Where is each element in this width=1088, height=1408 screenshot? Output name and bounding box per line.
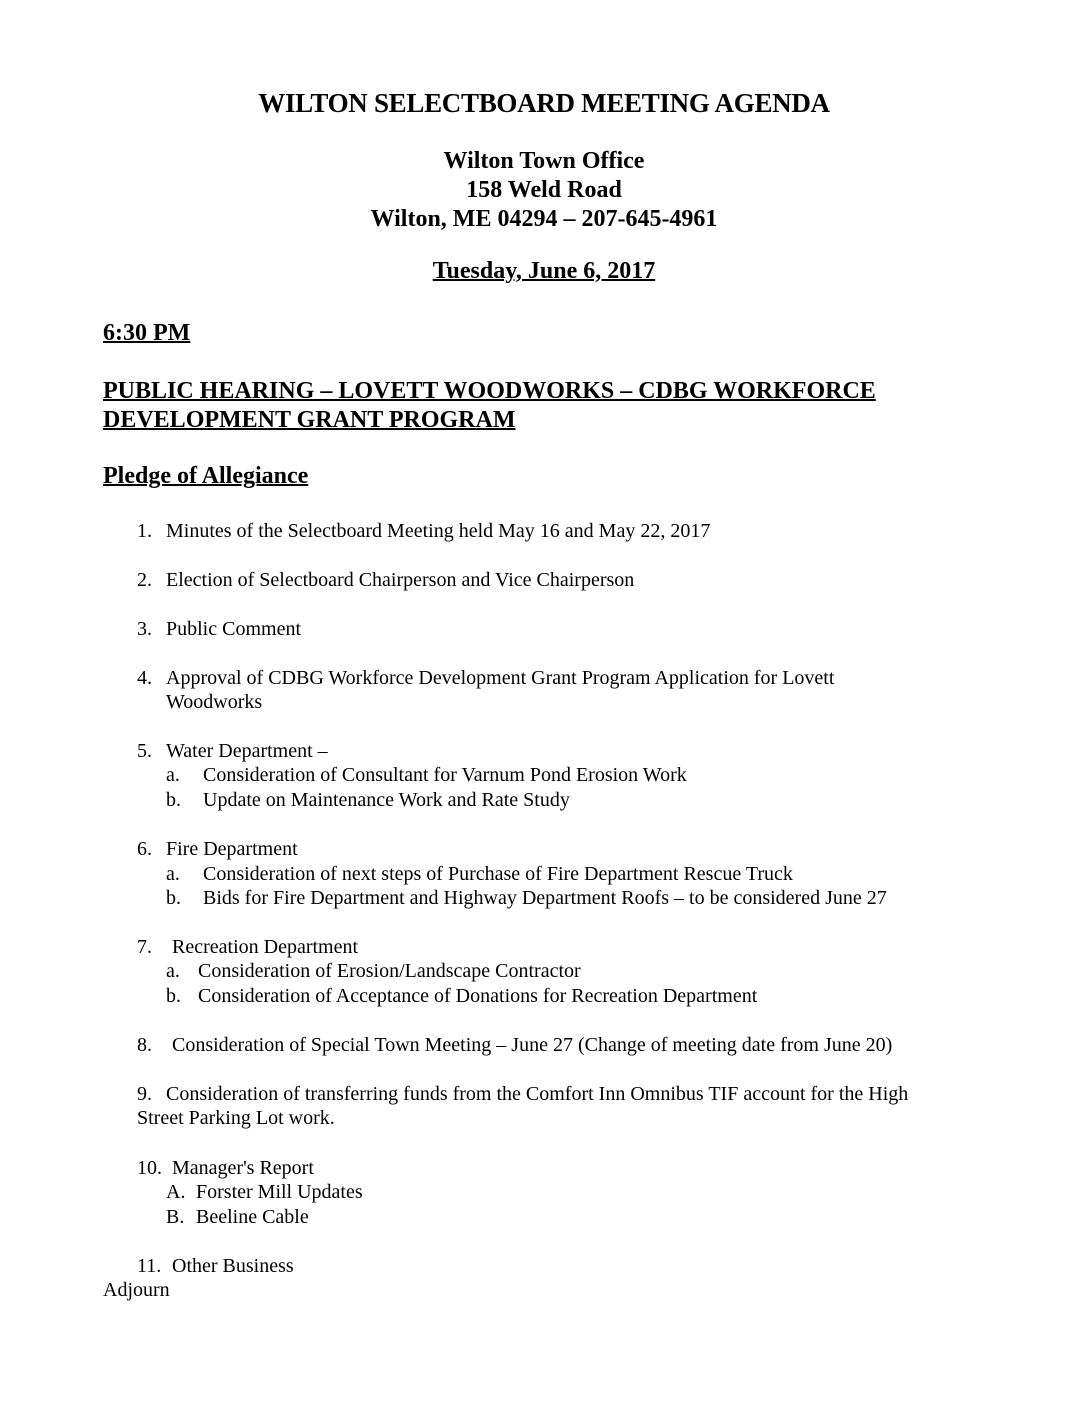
- sub-item-letter: B.: [166, 1206, 185, 1228]
- agenda-item: Election of Selectboard Chairperson and Vice Chairperson: [166, 569, 635, 591]
- sub-item-letter: a.: [166, 863, 180, 885]
- agenda-item: Recreation Department: [172, 936, 359, 958]
- sub-item: Consideration of Consultant for Varnum Pond Erosion Work: [203, 764, 687, 786]
- agenda-item: Minutes of the Selectboard Meeting held May 16 and May 22, 2017: [166, 520, 711, 542]
- sub-item: Consideration of next steps of Purchase of Fire Department Rescue Truck: [203, 863, 793, 885]
- agenda-item: Consideration of Special Town Meeting – June 27 (Change of meeting date from June 20): [172, 1034, 893, 1056]
- item-number: 7.: [137, 936, 152, 958]
- item-number: 9.: [137, 1083, 152, 1105]
- sub-item-letter: b.: [166, 887, 181, 909]
- sub-item: Beeline Cable: [196, 1206, 309, 1228]
- meeting-date: [0, 258, 1088, 285]
- item-number: 5.: [137, 740, 152, 762]
- sub-item-letter: b.: [166, 985, 181, 1007]
- pledge-heading: Pledge of Allegiance: [103, 463, 309, 489]
- agenda-item-continued: Street Parking Lot work.: [137, 1107, 335, 1129]
- office-name: Wilton Town Office: [443, 148, 645, 174]
- public-hearing-line1: PUBLIC HEARING – LOVETT WOODWORKS – CDBG WORKFORCE: [103, 378, 876, 404]
- agenda-item: Public Comment: [166, 618, 301, 640]
- agenda-item: Water Department –: [166, 740, 328, 762]
- sub-item: Update on Maintenance Work and Rate Study: [203, 789, 570, 811]
- street-address: 158 Weld Road: [466, 177, 622, 203]
- meeting-time: 6:30 PM: [103, 320, 191, 346]
- meeting-date-text: Tuesday, June 6, 2017: [432, 258, 656, 284]
- item-number: 3.: [137, 618, 152, 640]
- sub-item-letter: a.: [166, 764, 180, 786]
- sub-item: Consideration of Acceptance of Donations for Recreation Department: [198, 985, 758, 1007]
- agenda-item: Manager's Report: [172, 1157, 314, 1179]
- sub-item-letter: b.: [166, 789, 181, 811]
- sub-item-letter: a.: [166, 960, 180, 982]
- item-number: 8.: [137, 1034, 152, 1056]
- agenda-item-continued: Woodworks: [166, 691, 263, 713]
- sub-item: Bids for Fire Department and Highway Department Roofs – to be considered June 27: [203, 887, 887, 909]
- agenda-item: Consideration of transferring funds from the Comfort Inn Omnibus TIF account for the High: [166, 1083, 909, 1105]
- sub-item: Consideration of Erosion/Landscape Contractor: [198, 960, 581, 982]
- item-number: 1.: [137, 520, 152, 542]
- document-title: WILTON SELECTBOARD MEETING AGENDA: [258, 88, 830, 118]
- adjourn-text: Adjourn: [103, 1279, 170, 1301]
- sub-item: Forster Mill Updates: [196, 1181, 363, 1203]
- city-phone-line: Wilton, ME 04294 – 207-645-4961: [370, 206, 718, 232]
- item-number: 11.: [137, 1255, 162, 1277]
- agenda-item: Other Business: [172, 1255, 294, 1277]
- item-number: 6.: [137, 838, 152, 860]
- item-number: 2.: [137, 569, 152, 591]
- agenda-item: Fire Department: [166, 838, 298, 860]
- item-number: 10.: [137, 1157, 162, 1179]
- sub-item-letter: A.: [166, 1181, 186, 1203]
- item-number: 4.: [137, 667, 152, 689]
- agenda-item: Approval of CDBG Workforce Development Grant Program Application for Lovett: [166, 667, 835, 689]
- public-hearing-line2: DEVELOPMENT GRANT PROGRAM: [103, 407, 516, 433]
